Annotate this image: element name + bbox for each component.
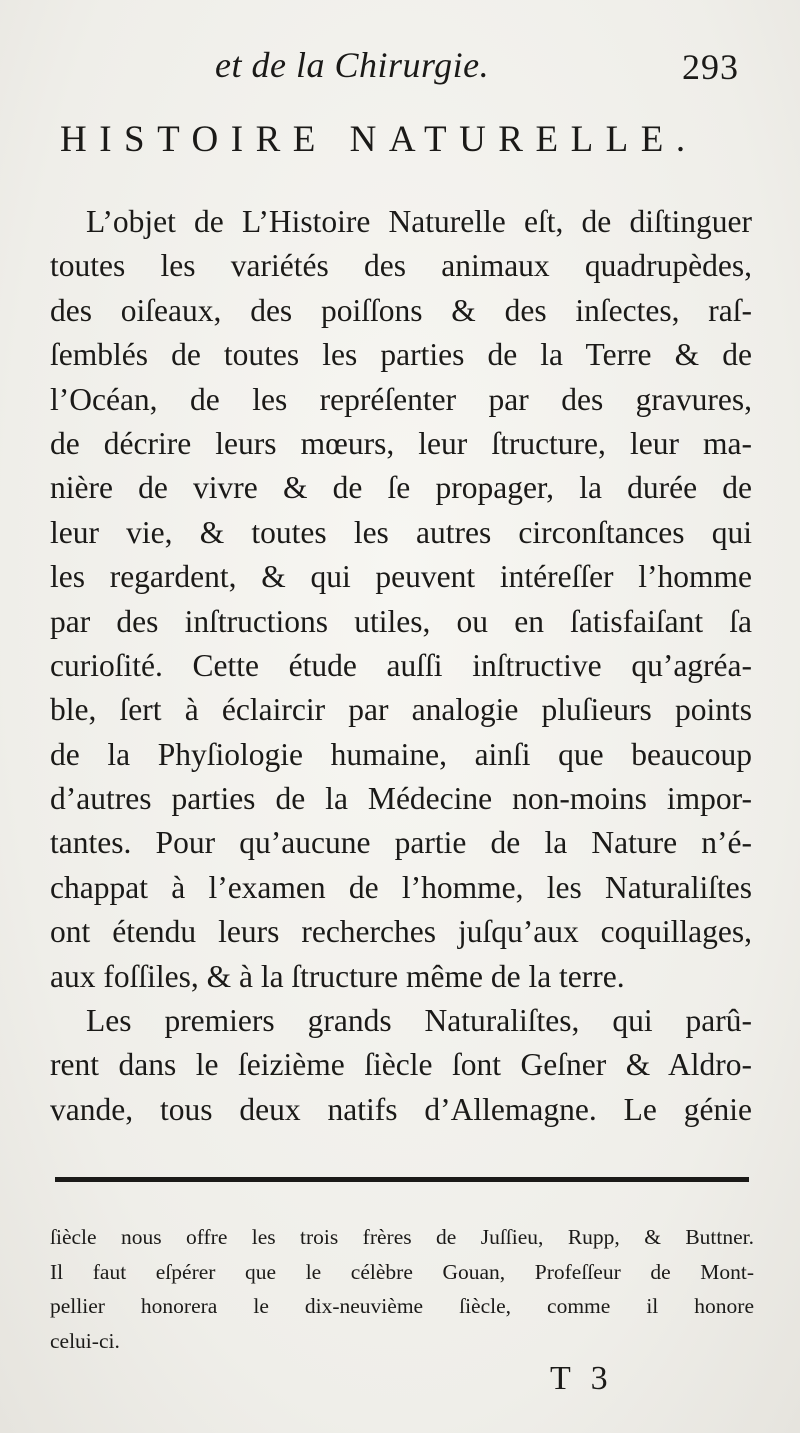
body-line: par des inſtructions utiles, ou en ſatisfaiſant ſa: [50, 603, 752, 639]
footnote-divider: [55, 1177, 749, 1182]
body-line: L’objet de L’Histoire Naturelle eſt, de diſtinguer: [86, 204, 752, 239]
footnote-line: ſiècle nous offre les trois frères de Juſſieu, Rupp, & Buttner.: [50, 1225, 754, 1249]
footnote: [50, 1220, 754, 1358]
footnote-line: pellier honorera le dix-neuvième ſiècle, comme il honore: [50, 1294, 754, 1318]
running-head: [0, 38, 800, 98]
body-line: leur vie, & toutes les autres circonſtances qui: [50, 514, 752, 550]
footnote-line: Il faut eſpérer que le célèbre Gouan, Profeſſeur de Mont-: [50, 1259, 754, 1284]
body-line: nière de vivre & de ſe propager, la durée de: [50, 470, 752, 506]
section-title: HISTOIRE NATURELLE.: [60, 119, 698, 160]
body-line: Les premiers grands Naturaliſtes, qui parû-: [86, 1003, 752, 1039]
body-line: tantes. Pour qu’aucune partie de la Nature n’é-: [50, 825, 752, 861]
body-line: aux foſſiles, & à la ſtructure même de la terre.: [50, 958, 625, 994]
body-line: de la Phyſiologie humaine, ainſi que beaucoup: [50, 736, 752, 772]
body-line: curioſité. Cette étude auſſi inſtructive qu’agréa-: [50, 647, 752, 683]
body-line: des oiſeaux, des poiſſons & des inſectes, raſ-: [50, 292, 752, 328]
running-title: et de la Chirurgie.: [215, 45, 490, 85]
page-number: 293: [682, 47, 739, 87]
signature-mark: T 3: [550, 1360, 614, 1397]
body-line: vande, tous deux natifs d’Allemagne. Le génie: [50, 1091, 752, 1127]
body-line: rent dans le ſeizième ſiècle ſont Geſner & Aldro-: [50, 1047, 752, 1083]
body-text: [50, 200, 752, 1132]
body-line: l’Océan, de les repréſenter par des gravures,: [50, 381, 752, 417]
body-line: chappat à l’examen de l’homme, les Naturaliſtes: [50, 869, 752, 905]
body-line: de décrire leurs mœurs, leur ſtructure, leur ma-: [50, 425, 752, 461]
body-line: ſemblés de toutes les parties de la Terre & de: [50, 337, 752, 373]
body-line: les regardent, & qui peuvent intéreſſer l’homme: [50, 559, 752, 595]
body-line: toutes les variétés des animaux quadrupèdes,: [50, 248, 752, 284]
body-line: d’autres parties de la Médecine non-moins impor-: [50, 781, 752, 817]
body-line: ont étendu leurs recherches juſqu’aux coquillages,: [50, 914, 752, 950]
body-line: ble, ſert à éclaircir par analogie pluſieurs points: [50, 692, 752, 728]
footnote-line: celui-ci.: [50, 1328, 120, 1353]
